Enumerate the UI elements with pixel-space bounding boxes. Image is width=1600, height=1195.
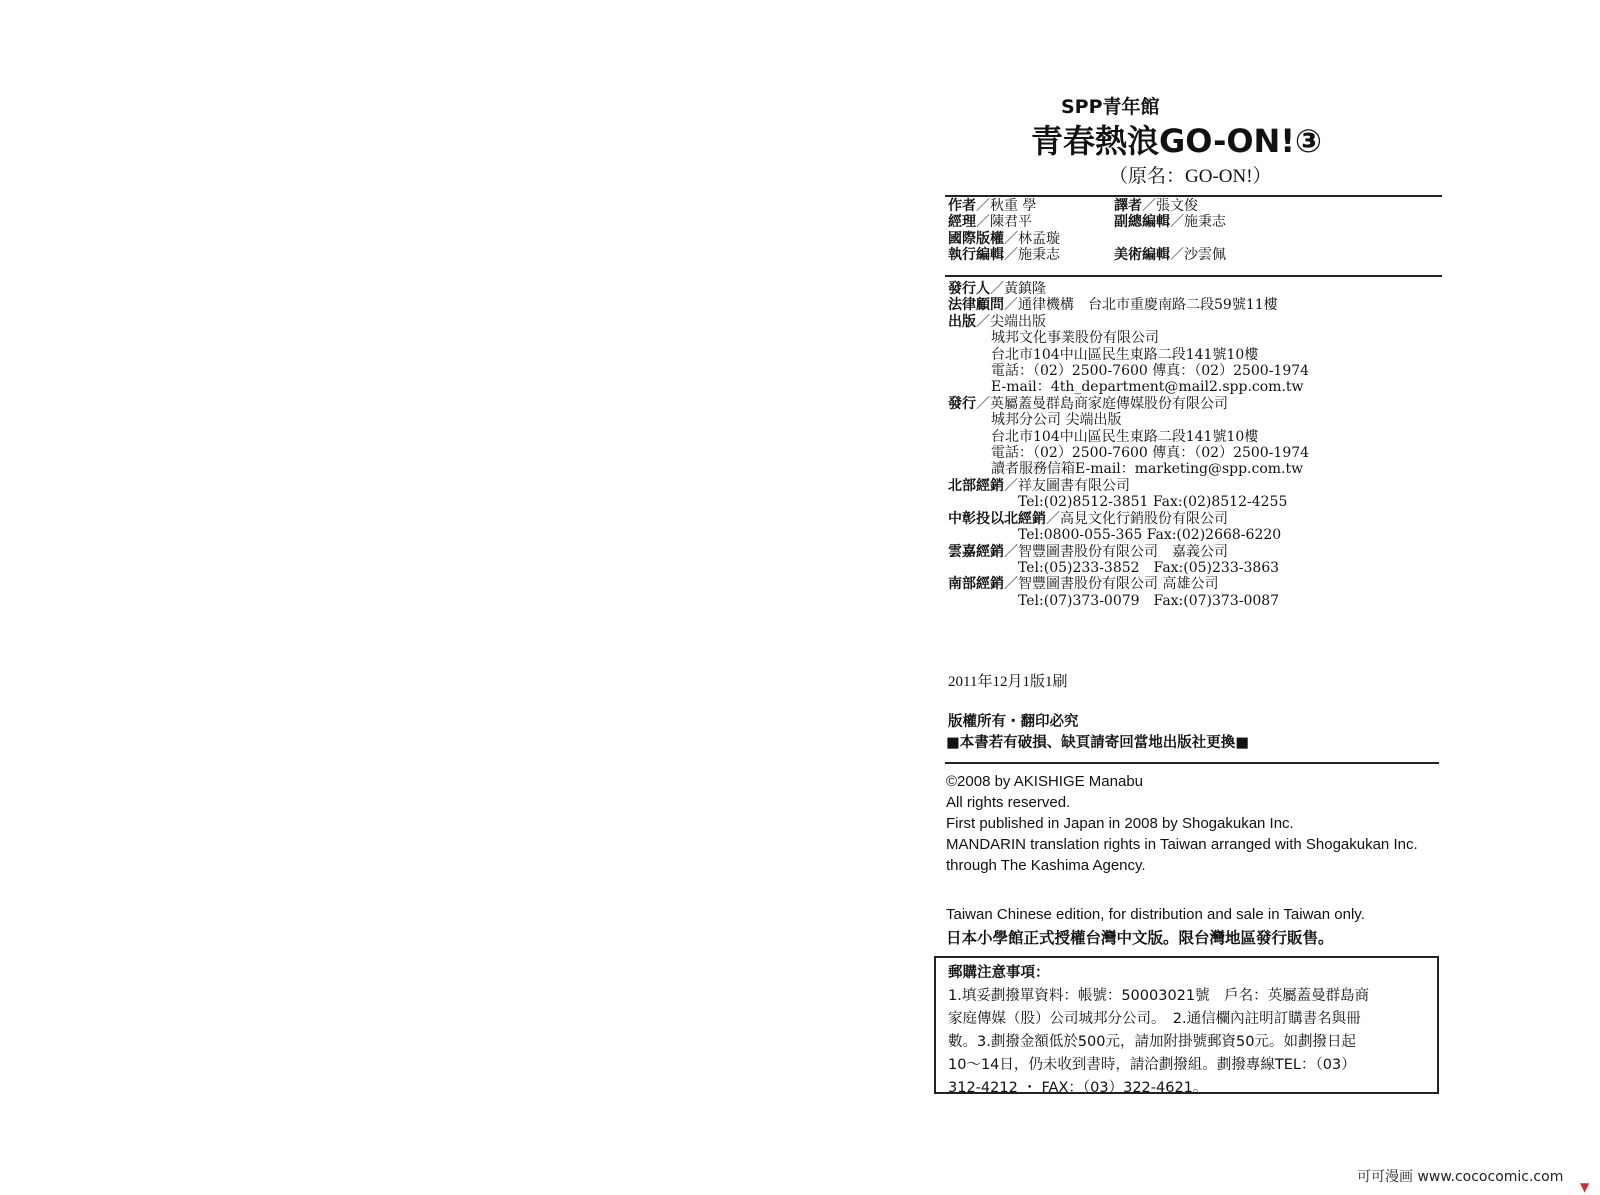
publisher-label: 南部經銷	[948, 576, 1004, 593]
publisher-text: ／智豐圖書股份有限公司 嘉義公司	[1004, 543, 1228, 560]
publisher-text: 電話：（02）2500-7600 傳真：（02）2500-1974	[991, 363, 1310, 380]
publisher-line	[948, 544, 1309, 560]
publisher-text: ／智豐圖書股份有限公司 高雄公司	[1004, 576, 1219, 593]
publisher-text: 台北市104中山區民生東路二段141號10樓	[991, 428, 1259, 445]
publisher-text: ／通律機構 台北市重慶南路二段59號11樓	[1004, 297, 1278, 314]
publisher-text: 城邦分公司 尖端出版	[991, 412, 1122, 429]
publisher-label: 出版	[948, 313, 976, 330]
publisher-text: ／英屬蓋曼群島商家庭傳媒股份有限公司	[976, 395, 1228, 412]
publisher-label: 發行	[948, 395, 976, 412]
publisher-label: 北部經銷	[948, 477, 1004, 494]
book-title: 青春熱浪GO-ON!③	[1031, 122, 1323, 160]
publisher-text: ／黃鎮隆	[990, 281, 1046, 297]
divider-bottom	[945, 762, 1439, 764]
credit-row: 經理／陳君平	[948, 214, 1032, 231]
edition-line: 2011年12月1版1刷	[948, 674, 1068, 690]
credit-row: 執行編輯／施秉志	[948, 247, 1060, 264]
publisher-line	[948, 379, 1309, 395]
copyright-line: First published in Japan in 2008 by Shogakukan Inc.	[946, 815, 1294, 832]
publisher-text: Tel:(02)8512-3851 Fax:(02)8512-4255	[1018, 494, 1288, 511]
publisher-block	[948, 281, 1309, 609]
publisher-text: 電話：（02）2500-7600 傳真：（02）2500-1974	[991, 445, 1310, 462]
credit-row: 譯者／張文俊	[1114, 198, 1198, 214]
publisher-line	[948, 527, 1309, 543]
site-watermark: 可可漫画 www.cococomic.com	[1357, 1169, 1564, 1185]
publisher-text: ／祥友圖書有限公司	[1004, 477, 1130, 494]
copyright-line: ©2008 by AKISHIGE Manabu	[946, 773, 1143, 790]
publisher-text: ／尖端出版	[976, 313, 1046, 330]
publisher-line	[948, 576, 1309, 592]
publisher-text: Tel:(07)373-0079 Fax:(07)373-0087	[1018, 592, 1280, 609]
copyright-line: MANDARIN translation rights in Taiwan arranged with Shogakukan Inc.	[946, 836, 1418, 853]
publisher-text: Tel:0800-055-365 Fax:(02)2668-6220	[1018, 527, 1282, 544]
imprint-label: SPP青年館	[1061, 96, 1160, 118]
notice-line: 10～14日，仍未收到書時，請洽劃撥組。劃撥專線TEL：（03）	[948, 1057, 1356, 1073]
publisher-line	[948, 297, 1309, 313]
publisher-line	[948, 445, 1309, 461]
copyright-line: All rights reserved.	[946, 794, 1071, 811]
rights-reserved: 版權所有・翻印必究	[948, 714, 1079, 730]
replacement-notice: ■本書若有破損、缺頁請寄回當地出版社更換■	[946, 735, 1249, 751]
distribution-english: Taiwan Chinese edition, for distribution and sale in Taiwan only.	[946, 906, 1365, 923]
publisher-line	[948, 412, 1309, 428]
publisher-line	[948, 429, 1309, 445]
publisher-line	[948, 593, 1309, 609]
publisher-line	[948, 511, 1309, 527]
distribution-chinese: 日本小學館正式授權台灣中文版。限台灣地區發行販售。	[946, 929, 1334, 947]
original-title: （原名：GO-ON!）	[1109, 166, 1272, 187]
credits-left	[948, 198, 1060, 264]
notice-line: 1.填妥劃撥單資料：帳號：50003021號 戶名：英屬蓋曼群島商	[948, 988, 1370, 1004]
corner-mark-icon: ▼	[1580, 1180, 1590, 1194]
publisher-line	[948, 281, 1309, 297]
publisher-line	[948, 478, 1309, 494]
credit-row: 作者／秋重 學	[948, 198, 1037, 214]
publisher-line	[948, 461, 1309, 477]
publisher-line	[948, 347, 1309, 363]
credit-row: 國際版權／林孟璇	[948, 230, 1060, 247]
publisher-line	[948, 560, 1309, 576]
mail-order-notice	[934, 956, 1439, 1094]
copyright-block	[946, 771, 1418, 876]
publisher-line	[948, 494, 1309, 510]
publisher-label: 中彰投以北經銷	[948, 510, 1046, 527]
notice-heading: 郵購注意事項：	[948, 965, 1050, 981]
credit-row: 副總編輯／施秉志	[1114, 214, 1226, 231]
publisher-line	[948, 314, 1309, 330]
copyright-line: through The Kashima Agency.	[946, 857, 1146, 874]
divider-top	[945, 195, 1442, 197]
publisher-label: 發行人	[948, 281, 990, 297]
credits-right	[1114, 198, 1226, 264]
publisher-text: 城邦文化事業股份有限公司	[991, 330, 1159, 347]
publisher-line	[948, 363, 1309, 379]
publisher-label: 雲嘉經銷	[948, 543, 1004, 560]
notice-line: 家庭傳媒（股）公司城邦分公司。 2.通信欄內註明訂購書名與冊	[948, 1011, 1361, 1027]
publisher-label: 法律顧問	[948, 297, 1004, 314]
publisher-text: 台北市104中山區民生東路二段141號10樓	[991, 346, 1259, 363]
notice-line: 數。3.劃撥金額低於500元，請加附掛號郵資50元。如劃撥日起	[948, 1034, 1356, 1050]
credit-row: 美術編輯／沙雲佩	[1114, 247, 1226, 264]
publisher-text: 讀者服務信箱E-mail：marketing@spp.com.tw	[991, 461, 1304, 478]
publisher-line	[948, 396, 1309, 412]
divider-mid	[945, 275, 1442, 277]
publisher-text: Tel:(05)233-3852 Fax:(05)233-3863	[1018, 559, 1280, 576]
publisher-text: ／高見文化行銷股份有限公司	[1046, 510, 1228, 527]
publisher-text: E-mail：4th_department@mail2.spp.com.tw	[991, 379, 1304, 396]
publisher-line	[948, 330, 1309, 346]
notice-line: 312-4212 ・ FAX：（03）322-4621。	[948, 1080, 1208, 1096]
